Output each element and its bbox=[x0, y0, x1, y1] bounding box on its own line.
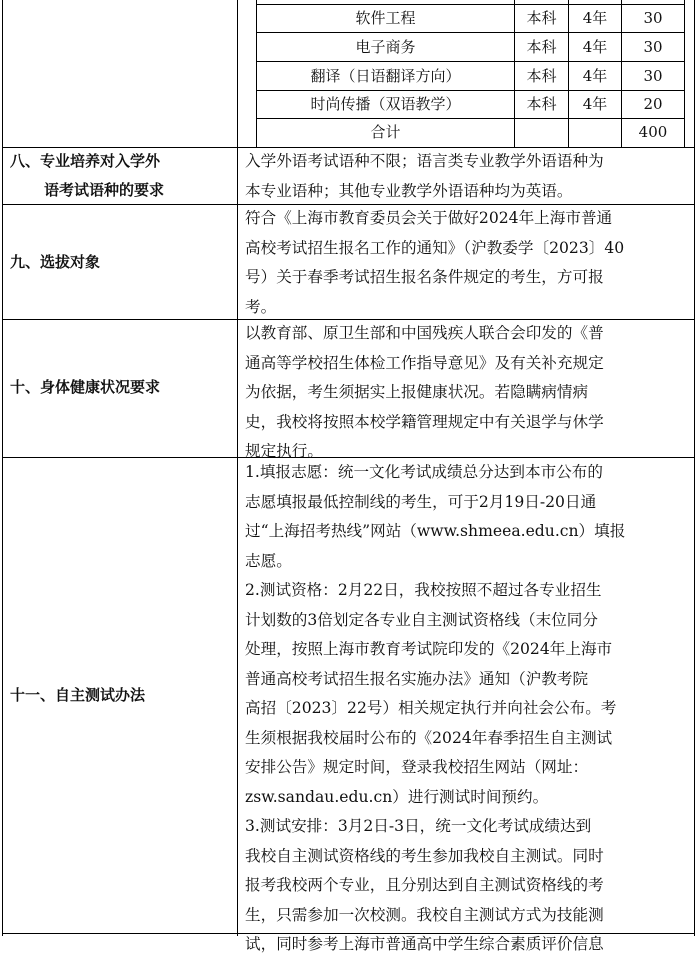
body-line: 为依据，考生须据实上报健康状况。若隐瞒病情病 bbox=[245, 383, 589, 401]
major-years: 4年 bbox=[582, 67, 608, 85]
body-line: 安排公告》规定时间，登录我校招生网站（网址： bbox=[245, 758, 589, 776]
major-quota: 30 bbox=[643, 9, 663, 27]
body-line: 报考我校两个专业，且分别达到自主测试资格线的考 bbox=[245, 876, 604, 894]
major-name: 翻译（日语翻译方向） bbox=[310, 67, 461, 85]
outer-left-border bbox=[2, 0, 3, 936]
major-name: 电子商务 bbox=[355, 38, 416, 56]
total-label: 合计 bbox=[370, 123, 401, 141]
section-title-line: 十、身体健康状况要求 bbox=[10, 378, 161, 396]
section-title-line: 八、专业培养对入学外 bbox=[10, 152, 161, 170]
body-line: 2.测试资格：2月22日，我校按照不超过各专业招生 bbox=[245, 581, 602, 599]
section-body bbox=[245, 147, 691, 206]
major-years: 4年 bbox=[582, 9, 608, 27]
body-line: 计划数的3倍划定各专业自主测试资格线（末位同分 bbox=[245, 610, 598, 629]
body-line: 1.填报志愿：统一文化考试成绩总分达到本市公布的 bbox=[245, 463, 603, 481]
total-value: 400 bbox=[638, 123, 668, 141]
body-line: 3.测试安排：3月2日-3日，统一文化考试成绩达到 bbox=[245, 817, 592, 835]
section-title bbox=[10, 373, 234, 402]
major-level: 本科 bbox=[526, 95, 557, 113]
section-title bbox=[10, 147, 234, 205]
body-line: 我校自主测试资格线的考生参加我校自主测试。同时 bbox=[245, 846, 604, 865]
major-name: 软件工程 bbox=[355, 9, 416, 27]
major-quota: 30 bbox=[643, 38, 663, 56]
body-line: 高校考试招生报名工作的通知》（沪教委学〔2023〕40 bbox=[245, 238, 625, 257]
section-body bbox=[245, 458, 691, 960]
section-body bbox=[245, 319, 691, 467]
body-line: 普通高校考试招生报名实施办法》通知（沪教考院 bbox=[245, 669, 589, 688]
body-line: 符合《上海市教育委员会关于做好2024年上海市普通 bbox=[245, 209, 613, 227]
body-line: 以教育部、原卫生部和中国残疾人联合会印发的《普 bbox=[245, 324, 604, 342]
body-line: 通高等学校招生体检工作指导意见》及有关补充规定 bbox=[245, 353, 604, 372]
body-line: 高招〔2023〕22号）相关规定执行并向社会公布。考 bbox=[245, 699, 617, 717]
body-line: zsw.sandau.edu.cn）进行测试时间预约。 bbox=[245, 787, 549, 806]
major-level: 本科 bbox=[526, 38, 557, 56]
body-line: 处理，按照上海市教育考试院印发的《2024年上海市 bbox=[245, 640, 613, 658]
body-line: 生须根据我校届时公布的《2024年春季招生自主测试 bbox=[245, 728, 613, 747]
section-title-line: 十一、自主测试办法 bbox=[10, 686, 146, 704]
major-years: 4年 bbox=[582, 95, 608, 113]
body-line: 志愿。 bbox=[245, 551, 292, 570]
outer-right-border bbox=[694, 0, 695, 936]
major-quota: 20 bbox=[643, 95, 663, 113]
section-title-line: 语考试语种的要求 bbox=[44, 181, 165, 199]
body-line: 试，同时参考上海市普通高中学生综合素质评价信息 bbox=[245, 935, 604, 953]
body-line: 号）关于春季考试招生报名条件规定的考生，方可报 bbox=[245, 268, 604, 286]
body-line: 考。 bbox=[245, 297, 277, 316]
major-years: 4年 bbox=[582, 38, 608, 56]
section-divider bbox=[237, 0, 238, 936]
body-line: 规定执行。 bbox=[245, 442, 323, 460]
body-line: 史，我校将按照本校学籍管理规定中有关退学与休学 bbox=[245, 412, 604, 431]
body-line: 生，只需参加一次校测。我校自主测试方式为技能测 bbox=[245, 905, 604, 924]
body-line: 过“上海招考热线”网站（www.shmeea.edu.cn）填报 bbox=[245, 522, 626, 540]
section-title-line: 九、选拔对象 bbox=[10, 253, 101, 271]
major-level: 本科 bbox=[526, 9, 557, 27]
section-title bbox=[10, 681, 234, 710]
body-line: 本专业语种；其他专业教学外语语种均为英语。 bbox=[245, 181, 573, 200]
major-name: 时尚传播（双语教学） bbox=[310, 95, 461, 113]
section-title bbox=[10, 248, 234, 277]
section-body bbox=[245, 204, 691, 322]
body-line: 入学外语考试语种不限；语言类专业教学外语语种为 bbox=[245, 152, 604, 170]
major-level: 本科 bbox=[526, 67, 557, 85]
body-line: 志愿填报最低控制线的考生，可于2月19日-20日通 bbox=[245, 492, 597, 511]
majors-table-right bbox=[684, 0, 685, 147]
major-quota: 30 bbox=[643, 67, 663, 85]
